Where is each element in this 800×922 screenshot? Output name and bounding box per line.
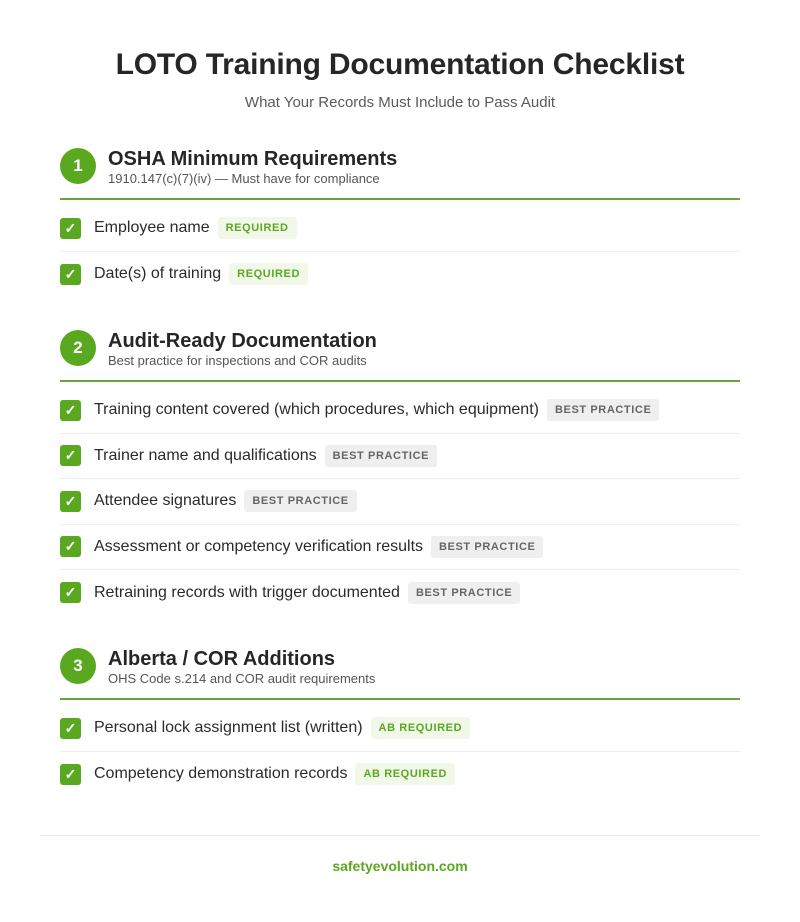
- section-header: [60, 330, 740, 382]
- checklist: [60, 200, 740, 297]
- checklist-item: [60, 570, 740, 616]
- checklist-item: [60, 434, 740, 480]
- item-label: Employee name: [94, 219, 210, 237]
- item-label: Trainer name and qualifications: [94, 446, 317, 464]
- section-subtitle: OHS Code s.214 and COR audit requirements: [108, 671, 376, 686]
- section-number-badge: 3: [60, 648, 96, 684]
- page-subtitle: What Your Records Must Include to Pass Audit: [244, 94, 556, 111]
- section-header: [60, 648, 740, 700]
- checklist-item: [60, 206, 740, 252]
- checklist: [60, 382, 740, 616]
- checkmark-icon[interactable]: ✓: [60, 718, 81, 739]
- item-label: Attendee signatures: [94, 492, 237, 510]
- checkmark-icon[interactable]: ✓: [60, 536, 81, 557]
- item-label: Training content covered (which procedures, which equipment): [94, 401, 539, 419]
- section-header: [60, 148, 740, 200]
- section-subtitle: 1910.147(c)(7)(iv) — Must have for compliance: [108, 171, 380, 186]
- checklist-item: [60, 525, 740, 571]
- checkmark-icon[interactable]: ✓: [60, 582, 81, 603]
- checklist-item: [60, 706, 740, 752]
- item-label: Personal lock assignment list (written): [94, 719, 363, 737]
- section-subtitle: Best practice for inspections and COR audits: [108, 353, 367, 368]
- best-practice-badge: BEST PRACTICE: [547, 399, 659, 421]
- page-title: LOTO Training Documentation Checklist: [115, 48, 685, 81]
- section-osha-minimum: [60, 148, 740, 297]
- footer-divider: [40, 835, 760, 836]
- section-title: OSHA Minimum Requirements: [108, 148, 398, 170]
- required-badge: REQUIRED: [218, 217, 297, 239]
- checkmark-icon[interactable]: ✓: [60, 764, 81, 785]
- section-number-badge: 2: [60, 330, 96, 366]
- best-practice-badge: BEST PRACTICE: [408, 582, 520, 604]
- checkmark-icon[interactable]: ✓: [60, 445, 81, 466]
- item-label: Date(s) of training: [94, 265, 222, 283]
- section-alberta-cor: [60, 648, 740, 797]
- checkmark-icon[interactable]: ✓: [60, 491, 81, 512]
- item-label: Retraining records with trigger documented: [94, 583, 400, 601]
- checklist-item: [60, 252, 740, 298]
- ab-required-badge: AB REQUIRED: [355, 763, 455, 785]
- item-label: Competency demonstration records: [94, 765, 348, 783]
- item-label: Assessment or competency verification results: [94, 537, 424, 555]
- required-badge: REQUIRED: [229, 263, 308, 285]
- best-practice-badge: BEST PRACTICE: [325, 445, 437, 467]
- checkmark-icon[interactable]: ✓: [60, 264, 81, 285]
- checklist-item: [60, 388, 740, 434]
- checklist-item: [60, 752, 740, 798]
- checkmark-icon[interactable]: ✓: [60, 218, 81, 239]
- best-practice-badge: BEST PRACTICE: [431, 536, 543, 558]
- checkmark-icon[interactable]: ✓: [60, 400, 81, 421]
- ab-required-badge: AB REQUIRED: [371, 717, 471, 739]
- section-audit-ready: [60, 330, 740, 616]
- checklist: [60, 700, 740, 797]
- best-practice-badge: BEST PRACTICE: [244, 490, 356, 512]
- footer-site-link[interactable]: safetyevolution.com: [332, 858, 468, 874]
- section-title: Audit-Ready Documentation: [108, 330, 377, 352]
- section-title: Alberta / COR Additions: [108, 648, 336, 670]
- section-number-badge: 1: [60, 148, 96, 184]
- checklist-item: [60, 479, 740, 525]
